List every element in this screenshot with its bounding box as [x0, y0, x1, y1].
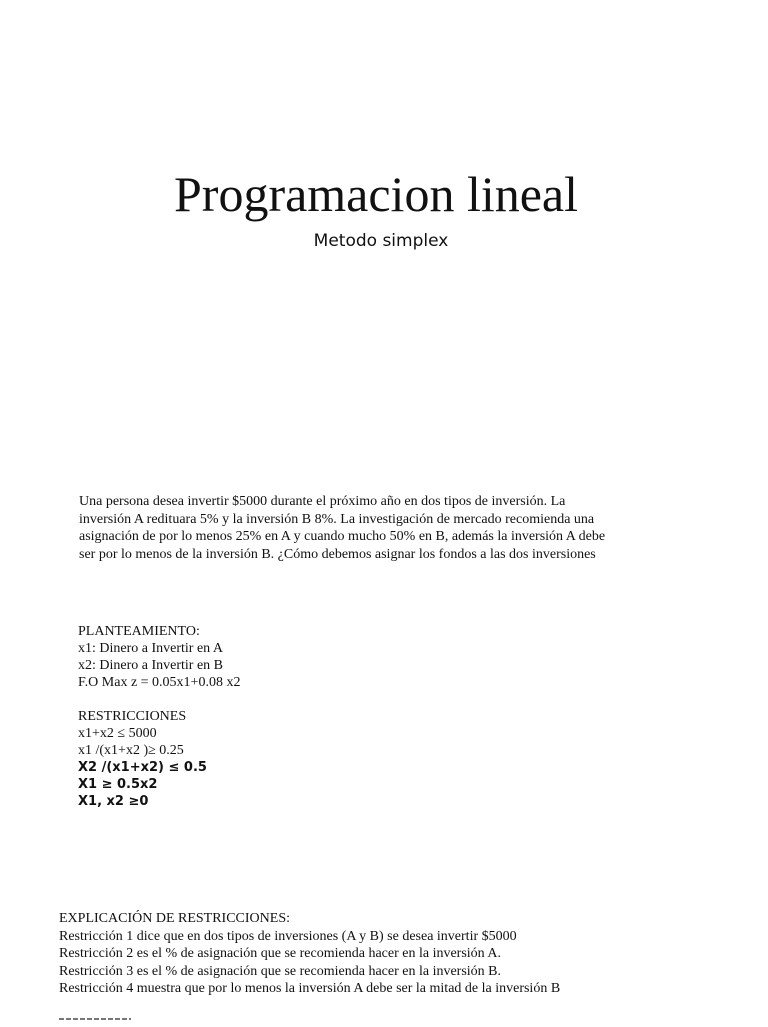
planteamiento-heading: PLANTEAMIENTO:	[78, 624, 200, 639]
problem-line: inversión A redituara 5% y la inversión B 8%. La investigación de mercado recomienda una	[79, 511, 595, 527]
variable-x2: x2: Dinero a Invertir en B	[78, 658, 224, 673]
constraint-5: X1, x2 ≥0	[78, 794, 149, 809]
problem-line: Una persona desea invertir $5000 durante el próximo año en dos tipos de inversión. La	[79, 494, 566, 509]
restricciones-heading: RESTRICCIONES	[78, 709, 187, 724]
problem-statement	[79, 493, 679, 563]
explicacion-heading: EXPLICACIÓN DE RESTRICCIONES:	[59, 911, 291, 926]
explicacion-line-1: Restricción 1 dice que en dos tipos de inversiones (A y B) se desea invertir $5000	[59, 928, 517, 944]
problem-line: ser por lo menos de la inversión B. ¿Cómo debemos asignar los fondos a las dos inversiones	[79, 546, 596, 562]
problem-line: asignación de por lo menos 25% en A y cuando mucho 50% en B, además la inversión A debe	[79, 529, 606, 544]
spacer	[78, 691, 240, 708]
objective-function: F.O Max z = 0.05x1+0.08 x2	[78, 675, 241, 690]
constraint-2: x1 /(x1+x2 )≥ 0.25	[78, 743, 184, 758]
constraint-1: x1+x2 ≤ 5000	[78, 726, 157, 741]
variable-x1: x1: Dinero a Invertir en A	[78, 641, 224, 656]
document-title: Programacion lineal	[173, 166, 579, 222]
explicacion-line-3: Restricción 3 es el % de asignación que se recomienda hacer en la inversión B.	[59, 963, 502, 979]
planteamiento-section	[78, 623, 240, 810]
explicacion-section	[59, 910, 560, 998]
constraint-4: X1 ≥ 0.5x2	[78, 777, 158, 792]
explicacion-line-2: Restricción 2 es el % de asignación que se recomienda hacer en la inversión A.	[59, 946, 502, 961]
cutoff-text-fragment	[59, 1017, 131, 1027]
document-subtitle: Metodo simplex	[313, 231, 449, 251]
explicacion-line-4: Restricción 4 muestra que por lo menos la inversión A debe ser la mitad de la inversión B	[59, 981, 561, 996]
constraint-3: X2 /(x1+x2) ≤ 0.5	[78, 760, 207, 775]
